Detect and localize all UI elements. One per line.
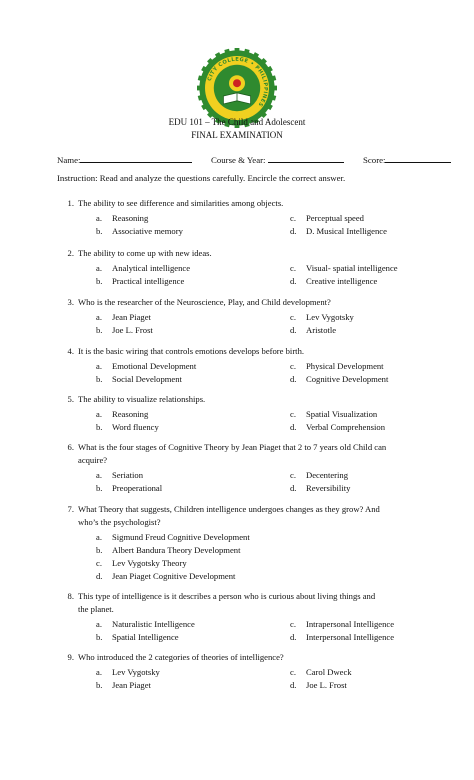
option-letter: c. <box>96 558 102 568</box>
option-letter: b. <box>96 680 103 690</box>
option-text: Perceptual speed <box>306 213 364 223</box>
option-letter: a. <box>96 667 102 677</box>
option-letter: a. <box>96 409 102 419</box>
name-label: Name: <box>57 155 81 165</box>
question-number: 8. <box>67 591 74 601</box>
option-letter: d. <box>290 483 297 493</box>
seal-sun-icon <box>229 75 245 91</box>
score-field[interactable] <box>363 154 451 165</box>
option-letter: d. <box>290 374 297 384</box>
option-letter: c. <box>290 619 296 629</box>
question-text: It is the basic wiring that controls emotions develops before birth. <box>78 346 305 356</box>
option-letter: d. <box>290 680 297 690</box>
option-text: Verbal Comprehension <box>306 422 385 432</box>
option-letter: a. <box>96 213 102 223</box>
option-text: Visual- spatial intelligence <box>306 263 398 273</box>
option-letter: b. <box>96 545 103 555</box>
option-text: Lev Vygotsky <box>112 667 160 677</box>
option-letter: b. <box>96 422 103 432</box>
option-text: Social Development <box>112 374 182 384</box>
name-blank[interactable] <box>80 154 192 163</box>
option-text: Practical intelligence <box>112 276 185 286</box>
option-text: Lev Vygotsky <box>306 312 354 322</box>
option-letter: c. <box>290 361 296 371</box>
question-text: This type of intelligence is it describes a person who is curious about living things and <box>78 591 376 601</box>
option-letter: c. <box>290 213 296 223</box>
option-text: Word fluency <box>112 422 159 432</box>
question-number: 1. <box>67 198 74 208</box>
option-text: Intrapersonal Intelligence <box>306 619 395 629</box>
option-text: Carol Dweck <box>306 667 352 677</box>
course-year-field[interactable] <box>211 154 344 165</box>
option-text: Reasoning <box>112 409 149 419</box>
option-text: Seriation <box>112 470 144 480</box>
option-text: Physical Development <box>306 361 384 371</box>
instruction-text: Instruction: Read and analyze the questions carefully. Encircle the correct answer. <box>57 173 346 183</box>
course-title: EDU 101 – The Child and Adolescent <box>168 117 306 127</box>
name-field[interactable] <box>57 154 192 165</box>
student-info-fields <box>0 154 474 166</box>
option-text: Joe L. Frost <box>112 325 153 335</box>
option-letter: a. <box>96 470 102 480</box>
question-text: The ability to see difference and similarities among objects. <box>78 198 284 208</box>
option-text: Reasoning <box>112 213 149 223</box>
option-letter: d. <box>290 325 297 335</box>
option-text: Spatial Visualization <box>306 409 378 419</box>
option-text: Spatial Intelligence <box>112 632 179 642</box>
question-number: 9. <box>67 652 74 662</box>
option-text: Interpersonal Intelligence <box>306 632 395 642</box>
option-text: Reversibility <box>306 483 351 493</box>
option-text: Analytical intelligence <box>112 263 191 273</box>
college-seal-logo <box>197 48 277 128</box>
option-letter: a. <box>96 263 102 273</box>
option-letter: a. <box>96 619 102 629</box>
option-text: Jean Piaget Cognitive Development <box>112 571 236 581</box>
question-text: Who introduced the 2 categories of theories of intelligence? <box>78 652 284 662</box>
option-text: Creative intelligence <box>306 276 378 286</box>
seal-ring-text: CITY COLLEGE • PHILIPPINES <box>206 56 269 108</box>
question-text: who’s the psychologist? <box>78 517 161 527</box>
option-letter: c. <box>290 470 296 480</box>
option-text: Jean Piaget <box>112 312 151 322</box>
score-blank[interactable] <box>385 154 451 163</box>
option-letter: d. <box>290 226 297 236</box>
option-text: Sigmund Freud Cognitive Development <box>112 532 250 542</box>
question-text: The ability to come up with new ideas. <box>78 248 212 258</box>
option-text: Jean Piaget <box>112 680 151 690</box>
question-text: What is the four stages of Cognitive Theory by Jean Piaget that 2 to 7 years old Child can <box>78 442 387 452</box>
option-letter: d. <box>290 632 297 642</box>
option-text: Associative memory <box>112 226 183 236</box>
option-letter: c. <box>290 263 296 273</box>
option-text: Aristotle <box>306 325 337 335</box>
option-letter: a. <box>96 532 102 542</box>
option-letter: a. <box>96 312 102 322</box>
option-letter: a. <box>96 361 102 371</box>
option-text: Emotional Development <box>112 361 197 371</box>
option-letter: b. <box>96 276 103 286</box>
option-letter: c. <box>290 312 296 322</box>
option-text: Cognitive Development <box>306 374 389 384</box>
question-text: acquire? <box>78 455 108 465</box>
option-text: Decentering <box>306 470 348 480</box>
question-number: 4. <box>67 346 74 356</box>
option-letter: b. <box>96 374 103 384</box>
option-letter: b. <box>96 325 103 335</box>
course-year-blank[interactable] <box>268 154 344 163</box>
question-number: 6. <box>67 442 74 452</box>
question-text: Who is the researcher of the Neuroscience, Play, and Child development? <box>78 297 331 307</box>
exam-title: FINAL EXAMINATION <box>191 130 283 140</box>
option-letter: c. <box>290 409 296 419</box>
question-number: 2. <box>67 248 74 258</box>
course-year-label: Course & Year: <box>211 155 266 165</box>
question-number: 5. <box>67 394 74 404</box>
option-letter: b. <box>96 226 103 236</box>
option-letter: d. <box>290 276 297 286</box>
option-text: D. Musical Intelligence <box>306 226 387 236</box>
option-letter: b. <box>96 483 103 493</box>
score-label: Score: <box>363 155 386 165</box>
option-letter: d. <box>290 422 297 432</box>
option-text: Lev Vygotsky Theory <box>112 558 187 568</box>
question-text: The ability to visualize relationships. <box>78 394 206 404</box>
question-number: 7. <box>67 504 74 514</box>
option-text: Albert Bandura Theory Development <box>112 545 241 555</box>
question-text: the planet. <box>78 604 114 614</box>
question-number: 3. <box>67 297 74 307</box>
option-text: Preoperational <box>112 483 163 493</box>
option-letter: c. <box>290 667 296 677</box>
question-text: What Theory that suggests, Children intelligence undergoes changes as they grow? And <box>78 504 380 514</box>
option-text: Naturalistic Intelligence <box>112 619 195 629</box>
option-text: Joe L. Frost <box>306 680 347 690</box>
option-letter: b. <box>96 632 103 642</box>
option-letter: d. <box>96 571 103 581</box>
